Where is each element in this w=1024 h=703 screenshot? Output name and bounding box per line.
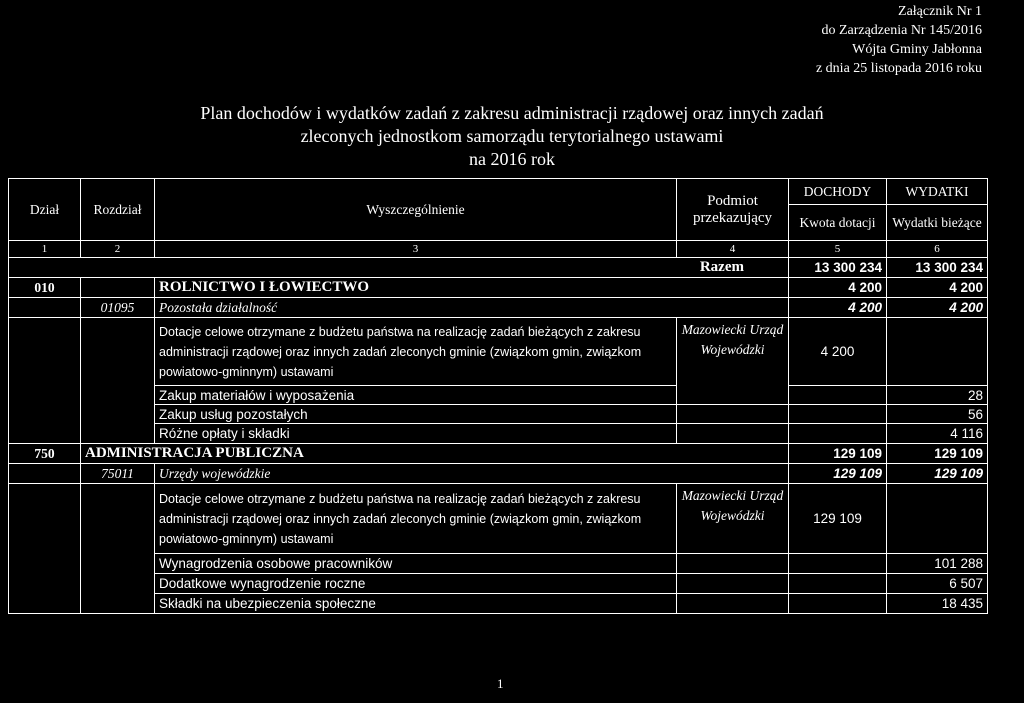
grant-description: Dotacje celowe otrzymane z budżetu państwa na realizację zadań bieżących z zakresu administracji rządowej oraz innych zadań zleconych gminie (związkom gmin, związkom powiatowo-gminnym) ustawami [155, 484, 677, 554]
subsection-name: Urzędy wojewódzkie [155, 464, 789, 484]
total-wydatki: 13 300 234 [887, 258, 988, 278]
subsection-name: Pozostała działalność [155, 298, 789, 318]
total-label: Razem [9, 258, 789, 278]
section-dochody: 4 200 [789, 278, 887, 298]
attachment-number: Załącznik Nr 1 [898, 4, 982, 19]
section-wydatki: 129 109 [887, 444, 988, 464]
col-wydatki-biezace: Wydatki bieżące [887, 205, 988, 241]
subsection-row [9, 298, 988, 318]
expense-row [9, 424, 988, 444]
column-numbers-row [9, 241, 988, 258]
section-name: ADMINISTRACJA PUBLICZNA [81, 444, 789, 464]
expense-value: 56 [887, 405, 988, 424]
section-wydatki: 4 200 [887, 278, 988, 298]
col-number: 5 [789, 241, 887, 258]
total-row [9, 258, 988, 278]
section-row [9, 278, 988, 298]
expense-value: 6 507 [887, 574, 988, 594]
col-number: 4 [677, 241, 789, 258]
total-dochody: 13 300 234 [789, 258, 887, 278]
title-line-1: Plan dochodów i wydatków zadań z zakresu administracji rządowej oraz innych zadań [200, 103, 824, 123]
document-title [0, 102, 1024, 171]
col-number: 3 [155, 241, 677, 258]
issue-date: z dnia 25 listopada 2016 roku [815, 61, 982, 76]
col-dzial: Dział [9, 179, 81, 241]
col-number: 2 [81, 241, 155, 258]
expense-label: Zakup usług pozostałych [155, 405, 677, 424]
section-row [9, 444, 988, 464]
col-wydatki: WYDATKI [887, 179, 988, 205]
expense-value: 28 [887, 386, 988, 405]
subsection-dochody: 129 109 [789, 464, 887, 484]
section-name: ROLNICTWO I ŁOWIECTWO [155, 278, 789, 298]
header-row [9, 179, 988, 205]
expense-value: 18 435 [887, 594, 988, 614]
col-wyszczegolnienie: Wyszczególnienie [155, 179, 677, 241]
rozdzial-code: 75011 [81, 464, 155, 484]
title-line-2: zleconych jednostkom samorządu terytorialnego ustawami [300, 126, 724, 146]
page-number: 1 [497, 676, 504, 691]
grant-row [9, 484, 988, 554]
grant-description: Dotacje celowe otrzymane z budżetu państwa na realizację zadań bieżących z zakresu administracji rządowej oraz innych zadań zleconych gminie (związkom gmin, związkom powiatowo-gminnym) ustawami [155, 318, 677, 386]
col-dochody: DOCHODY [789, 179, 887, 205]
grant-row [9, 318, 988, 386]
expense-label: Składki na ubezpieczenia społeczne [155, 594, 677, 614]
grant-amount: 4 200 [789, 318, 887, 386]
expense-label: Wynagrodzenia osobowe pracowników [155, 554, 677, 574]
expense-value: 4 116 [887, 424, 988, 444]
col-kwota-dotacji: Kwota dotacji [789, 205, 887, 241]
budget-table [8, 178, 988, 614]
col-podmiot: Podmiot przekazujący [677, 179, 789, 241]
col-number: 6 [887, 241, 988, 258]
grant-source: Mazowiecki Urząd Wojewódzki [677, 484, 789, 554]
expense-label: Zakup materiałów i wyposażenia [155, 386, 677, 405]
col-rozdzial: Rozdział [81, 179, 155, 241]
expense-row [9, 594, 988, 614]
expense-row [9, 386, 988, 405]
grant-amount: 129 109 [789, 484, 887, 554]
subsection-row [9, 464, 988, 484]
section-dochody: 129 109 [789, 444, 887, 464]
expense-label: Różne opłaty i składki [155, 424, 677, 444]
attachment-header [816, 2, 982, 78]
dzial-code: 750 [9, 444, 81, 464]
subsection-wydatki: 129 109 [887, 464, 988, 484]
col-number: 1 [9, 241, 81, 258]
expense-row [9, 405, 988, 424]
subsection-wydatki: 4 200 [887, 298, 988, 318]
grant-source: Mazowiecki Urząd Wojewódzki [677, 318, 789, 405]
expense-label: Dodatkowe wynagrodzenie roczne [155, 574, 677, 594]
expense-row [9, 554, 988, 574]
expense-value: 101 288 [887, 554, 988, 574]
dzial-code: 010 [9, 278, 81, 298]
subsection-dochody: 4 200 [789, 298, 887, 318]
title-line-3: na 2016 rok [469, 149, 555, 169]
expense-row [9, 574, 988, 594]
issuer: Wójta Gminy Jabłonna [852, 42, 982, 57]
rozdzial-code: 01095 [81, 298, 155, 318]
ordinance-number: do Zarządzenia Nr 145/2016 [821, 23, 982, 38]
